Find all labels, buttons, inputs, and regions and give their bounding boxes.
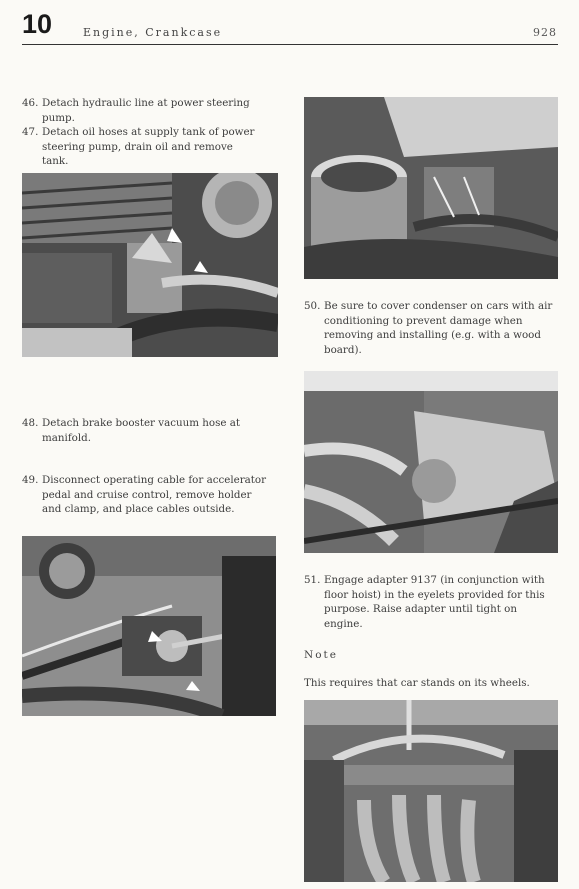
photo-engine-adapter [304, 700, 558, 882]
header-rule [22, 44, 558, 45]
step-number: 47. [22, 126, 39, 138]
step-number: 51. [304, 574, 321, 586]
step-47 [22, 125, 262, 169]
photo-condenser [304, 371, 558, 553]
photo-accelerator-cable [22, 536, 276, 716]
photo-power-steering-tank [22, 173, 278, 357]
step-50 [304, 299, 554, 357]
step-number: 46. [22, 97, 39, 109]
chapter-number: 10 [22, 9, 53, 39]
step-text: Disconnect operating cable for accelerator pedal and cruise control, remove holder and clamp, and place cables outside. [42, 474, 267, 515]
step-49 [22, 473, 272, 517]
page-number: 928 [533, 26, 557, 39]
step-text: Detach hydraulic line at power steering pump. [42, 97, 250, 124]
step-46 [22, 96, 284, 125]
step-text: Detach oil hoses at supply tank of power steering pump, drain oil and remove tank. [42, 126, 255, 167]
step-number: 48. [22, 417, 39, 429]
note-text: This requires that car stands on its wheels. [304, 677, 530, 689]
step-number: 49. [22, 474, 39, 486]
photo-intake-area [304, 97, 558, 279]
step-text: Be sure to cover condenser on cars with air conditioning to prevent damage when removing and installing (e.g. with a wood board). [324, 300, 553, 356]
step-51 [304, 573, 558, 631]
note-heading: Note [304, 649, 338, 661]
step-text: Engage adapter 9137 (in conjunction with floor hoist) in the eyelets provided for this purpose. Raise adapter until tight on engine. [324, 574, 545, 630]
step-48 [22, 416, 272, 445]
step-number: 50. [304, 300, 321, 312]
step-text: Detach brake booster vacuum hose at manifold. [42, 417, 241, 444]
chapter-title: Engine, Crankcase [83, 26, 223, 39]
